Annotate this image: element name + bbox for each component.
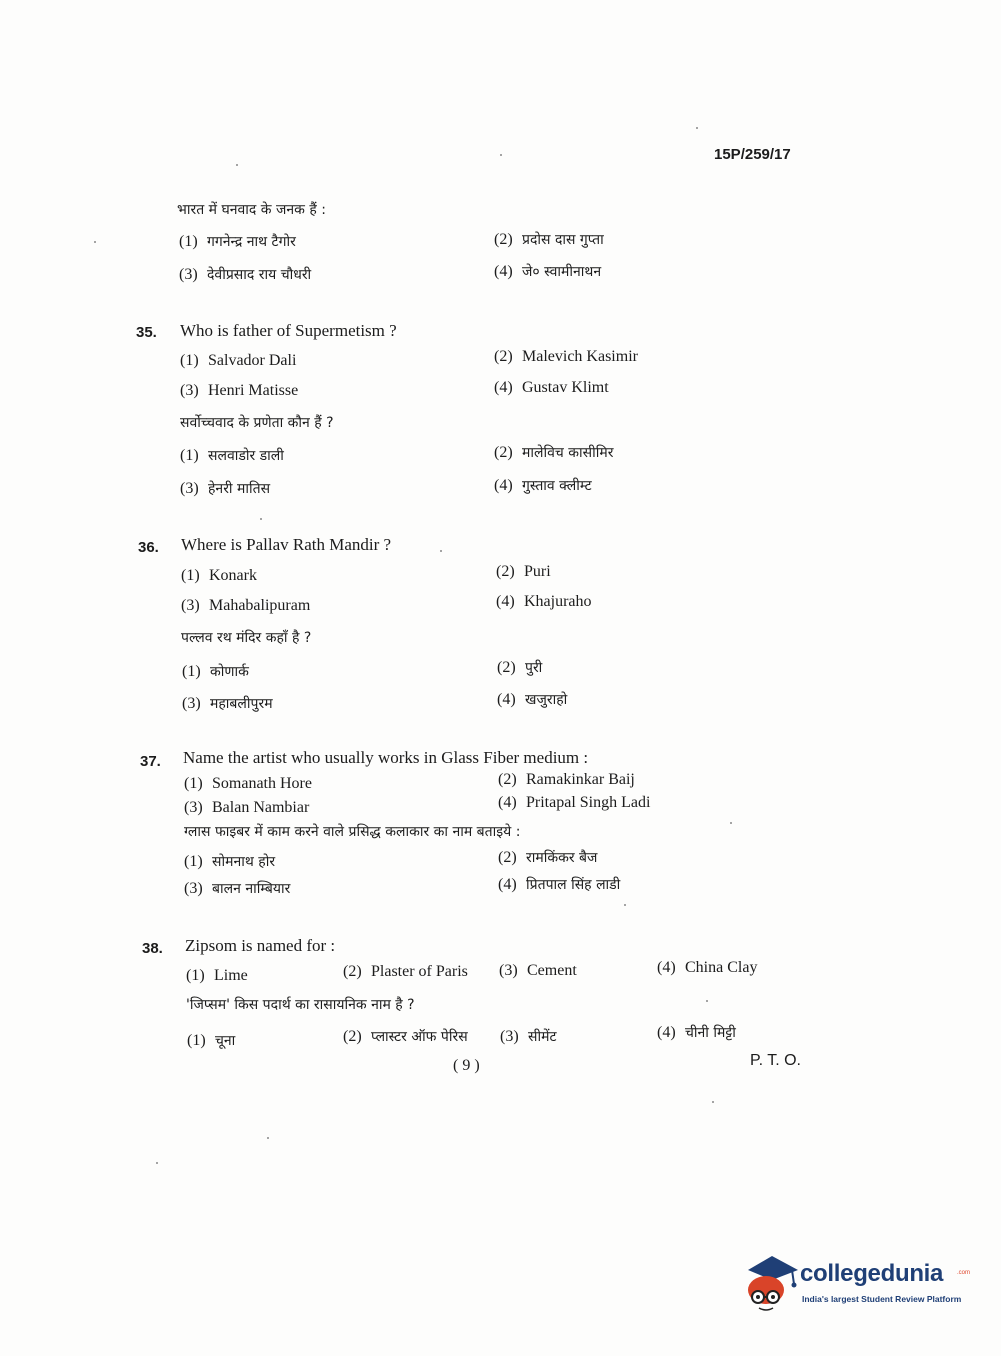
mascot-icon [742, 1250, 802, 1316]
q38-option-1[interactable] [186, 967, 248, 985]
option-text: Balan Nambiar [212, 799, 310, 816]
q34-hindi-option-3[interactable] [179, 265, 311, 284]
option-number: (3) [181, 597, 200, 614]
option-text: महाबलीपुरम [210, 696, 273, 712]
q34-hindi-question: भारत में घनवाद के जनक हैं : [177, 202, 326, 218]
option-number: (1) [182, 663, 201, 680]
page-number: ( 9 ) [453, 1057, 480, 1074]
q38-number: 38. [142, 940, 163, 957]
option-number: (4) [496, 593, 515, 610]
option-number: (2) [497, 659, 516, 676]
option-number: (3) [182, 695, 201, 712]
logo-wordmark: collegedunia [800, 1260, 944, 1287]
q35-number: 35. [136, 324, 157, 341]
q38-option-4[interactable] [657, 959, 757, 977]
q38-option-3[interactable] [499, 962, 577, 980]
option-text: सलवाडोर डाली [208, 448, 284, 464]
q34-hindi-option-1[interactable] [179, 232, 296, 251]
option-text: मालेविच कासीमिर [522, 445, 614, 461]
option-number: (4) [657, 1024, 676, 1041]
scan-speck [440, 550, 442, 552]
q36-option-1[interactable] [181, 567, 257, 585]
q35-hindi-question: सर्वोच्चवाद के प्रणेता कौन हैं ? [180, 415, 334, 431]
option-number: (3) [180, 480, 199, 497]
option-text: Khajuraho [524, 593, 592, 610]
q38-question: Zipsom is named for : [185, 936, 336, 955]
option-text: Somanath Hore [212, 775, 312, 792]
q37-hindi-option-2[interactable] [498, 848, 597, 867]
option-number: (1) [180, 352, 199, 369]
q36-option-4[interactable] [496, 593, 592, 611]
option-text: रामकिंकर बैज [526, 850, 598, 866]
option-text: गुस्ताव क्लीम्ट [522, 478, 592, 494]
q37-hindi-option-3[interactable] [184, 879, 290, 898]
option-number: (3) [499, 962, 518, 979]
option-text: Pritapal Singh Ladi [526, 794, 651, 811]
option-number: (2) [343, 1028, 362, 1045]
scan-speck [624, 904, 626, 906]
scan-speck [712, 1101, 714, 1103]
option-number: (1) [187, 1032, 206, 1049]
option-number: (4) [657, 959, 676, 976]
q35-option-2[interactable] [494, 348, 638, 366]
option-number: (1) [181, 567, 200, 584]
option-number: (3) [184, 799, 203, 816]
q35-hindi-option-2[interactable] [494, 443, 613, 462]
option-number: (3) [500, 1028, 519, 1045]
option-number: (1) [184, 853, 203, 870]
q38-hindi-option-4[interactable] [657, 1023, 736, 1042]
collegedunia-logo[interactable] [742, 1250, 972, 1316]
q36-hindi-option-1[interactable] [182, 662, 249, 681]
q36-option-3[interactable] [181, 597, 310, 615]
q35-question: Who is father of Supermetism ? [180, 321, 397, 340]
q35-hindi-option-1[interactable] [180, 446, 284, 465]
scan-speck [94, 241, 96, 243]
q38-hindi-option-3[interactable] [500, 1027, 557, 1046]
exam-code: 15P/259/17 [714, 146, 791, 163]
option-number: (4) [494, 379, 513, 396]
option-text: चीनी मिट्टी [685, 1025, 736, 1041]
option-number: (2) [498, 849, 517, 866]
scan-speck [696, 127, 698, 129]
option-text: Mahabalipuram [209, 597, 311, 614]
option-number: (2) [494, 444, 513, 461]
pto-label: P. T. O. [750, 1052, 801, 1069]
q37-number: 37. [140, 753, 161, 770]
option-text: सोमनाथ होर [212, 854, 276, 870]
option-text: Gustav Klimt [522, 379, 609, 396]
option-text: प्लास्टर ऑफ पेरिस [371, 1029, 468, 1045]
q34-hindi-option-4[interactable] [494, 262, 601, 281]
option-number: (1) [186, 967, 205, 984]
option-text: बालन नाम्बियार [212, 881, 291, 897]
option-text: Cement [527, 962, 577, 979]
q34-hindi-option-2[interactable] [494, 230, 604, 249]
option-number: (2) [343, 963, 362, 980]
q37-option-2[interactable] [498, 771, 635, 789]
option-number: (1) [179, 233, 198, 250]
option-text: Henri Matisse [208, 382, 299, 399]
logo-suffix: .com [957, 1270, 971, 1276]
q36-hindi-option-4[interactable] [497, 690, 567, 709]
option-number: (3) [180, 382, 199, 399]
scan-speck [236, 164, 238, 166]
scan-speck [730, 822, 732, 824]
q38-hindi-option-2[interactable] [343, 1027, 468, 1046]
option-number: (4) [498, 876, 517, 893]
option-number: (1) [180, 447, 199, 464]
option-text: जे० स्वामीनाथन [522, 264, 602, 280]
q37-option-3[interactable] [184, 799, 309, 817]
q37-hindi-option-4[interactable] [498, 875, 620, 894]
q36-number: 36. [138, 539, 159, 556]
option-text: गगनेन्द्र नाथ टैगोर [207, 234, 296, 250]
option-number: (2) [496, 563, 515, 580]
option-number: (2) [494, 348, 513, 365]
option-text: Salvador Dali [208, 352, 297, 369]
option-text: Konark [209, 567, 257, 584]
scan-speck [500, 154, 502, 156]
option-text: प्रदोस दास गुप्ता [522, 232, 604, 248]
option-text: सीमेंट [528, 1029, 557, 1045]
option-number: (4) [498, 794, 517, 811]
q38-option-2[interactable] [343, 963, 468, 981]
option-text: चूना [215, 1033, 236, 1049]
q37-option-1[interactable] [184, 775, 312, 793]
option-number: (4) [497, 691, 516, 708]
option-text: Puri [524, 563, 551, 580]
q36-hindi-option-3[interactable] [182, 694, 273, 713]
q35-option-3[interactable] [180, 382, 298, 400]
option-number: (2) [498, 771, 517, 788]
q37-hindi-question: ग्लास फाइबर में काम करने वाले प्रसिद्ध कलाकार का नाम बताइये : [184, 824, 521, 840]
scan-speck [706, 1000, 708, 1002]
scan-speck [267, 1137, 269, 1139]
logo-tagline: India's largest Student Review Platform [802, 1294, 962, 1304]
option-number: (4) [494, 263, 513, 280]
q36-option-2[interactable] [496, 563, 551, 581]
option-text: Ramakinkar Baij [526, 771, 635, 788]
option-number: (2) [494, 231, 513, 248]
option-text: Malevich Kasimir [522, 348, 638, 365]
q38-hindi-question: 'जिप्सम' किस पदार्थ का रासायनिक नाम है ? [186, 997, 415, 1013]
option-text: हेनरी मातिस [208, 481, 271, 497]
q36-hindi-question: पल्लव रथ मंदिर कहाँ है ? [181, 630, 312, 646]
option-number: (4) [494, 477, 513, 494]
q36-hindi-option-2[interactable] [497, 658, 542, 677]
q35-option-1[interactable] [180, 352, 296, 370]
option-text: कोणार्क [210, 664, 249, 680]
option-text: Plaster of Paris [371, 963, 468, 980]
option-text: China Clay [685, 959, 758, 976]
q35-hindi-option-3[interactable] [180, 479, 270, 498]
q38-hindi-option-1[interactable] [187, 1031, 235, 1050]
scan-speck [156, 1162, 158, 1164]
option-text: खजुराहो [525, 692, 568, 708]
option-text: देवीप्रसाद राय चौधरी [207, 267, 312, 283]
scan-speck [260, 518, 262, 520]
option-number: (1) [184, 775, 203, 792]
option-number: (3) [184, 880, 203, 897]
option-number: (3) [179, 266, 198, 283]
q35-option-4[interactable] [494, 379, 609, 397]
q37-question: Name the artist who usually works in Glass Fiber medium : [183, 748, 589, 767]
option-text: पुरी [525, 660, 543, 676]
option-text: Lime [214, 967, 248, 984]
q37-option-4[interactable] [498, 794, 650, 812]
option-text: प्रितपाल सिंह लाडी [526, 877, 621, 893]
q37-hindi-option-1[interactable] [184, 852, 275, 871]
q36-question: Where is Pallav Rath Mandir ? [181, 535, 392, 554]
q35-hindi-option-4[interactable] [494, 476, 592, 495]
